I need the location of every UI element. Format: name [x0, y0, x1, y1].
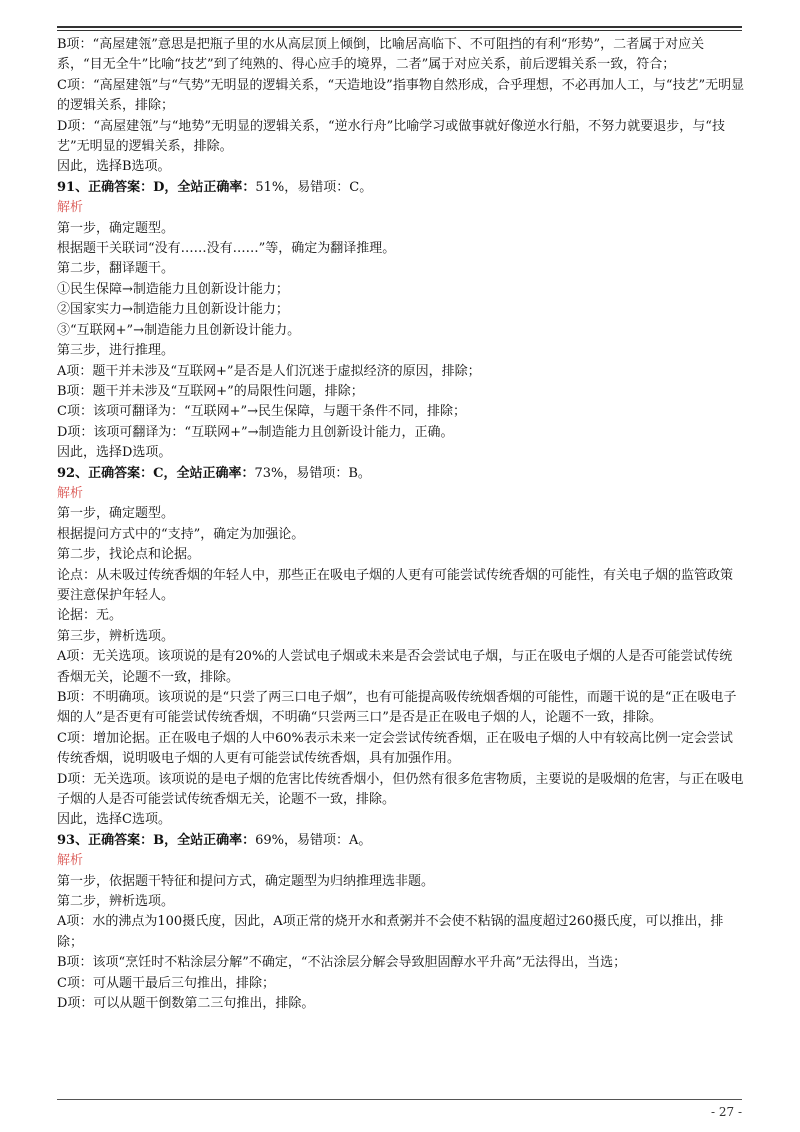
analysis-heading: 解析 — [57, 853, 84, 869]
paragraph: ①民生保障→制造能力且创新设计能力； — [57, 281, 289, 297]
paragraph: 第三步，辨析选项。 — [57, 628, 175, 644]
paragraph: 根据题干关联词“没有……没有……”等，确定为翻译推理。 — [57, 241, 396, 257]
paragraph: D项：“高屋建瓴”与“地势”无明显的逻辑关系，“逆水行舟”比喻学习或做事就好像逆水行船，不努力就要退步，与“技艺”无明显的逻辑关系，排除。 — [57, 118, 725, 155]
paragraph: 论点：从未吸过传统香烟的年轻人中，那些正在吸电子烟的人更有可能尝试传统香烟的可能性，有关电子烟的监管政策要注意保护年轻人。 — [57, 567, 734, 603]
paragraph: B项：该项“烹饪时不粘涂层分解”不确定，“不沾涂层分解会导致胆固醇水平升高”无法得出，当选； — [57, 955, 627, 971]
document-body — [57, 35, 745, 1015]
paragraph: 第二步，辨析选项。 — [57, 894, 175, 910]
paragraph: A项：题干并未涉及“互联网+”是否是人们沉迷于虚拟经济的原因，排除； — [57, 363, 481, 379]
paragraph: 根据提问方式中的“支持”，确定为加强论。 — [57, 526, 305, 542]
analysis-heading: 解析 — [57, 200, 84, 216]
answer-line — [57, 831, 745, 851]
paragraph: B项：不明确项。该项说的是“只尝了两三口电子烟”，也有可能提高吸传统烟香烟的可能性，而题干说的是“正在吸电子烟的人”是否更有可能尝试传统香烟，不明确“只尝两三口”是否是正在吸电子烟的人，论题不一致，排除。 — [57, 690, 737, 726]
paragraph: C项：增加论据。正在吸电子烟的人中60%表示未来一定会尝试传统香烟，正在吸电子烟的人中有较高比例一定会尝试传统香烟，说明吸电子烟的人更有可能尝试传统香烟，具有加强作用。 — [57, 730, 733, 767]
answer-line — [57, 464, 745, 484]
paragraph: B项：题干并未涉及“互联网+”的局限性问题，排除； — [57, 383, 364, 399]
paragraph: B项：“高屋建瓴”意思是把瓶子里的水从高层顶上倾倒，比喻居高临下、不可阻挡的有利“形势”，二者属于对应关系，“目无全牛”比喻“技艺”到了纯熟的、得心应手的境界，二者”属于对应关系，前后逻辑关系一致，符合； — [57, 37, 705, 73]
paragraph: 第二步，翻译题干。 — [57, 261, 175, 277]
paragraph: A项：水的沸点为100摄氏度，因此，A项正常的烧开水和煮粥并不会使不粘锅的温度超过260摄氏度，可以推出，排除； — [57, 914, 724, 950]
paragraph: C项：该项可翻译为：“互联网+”→民生保障，与题干条件不同，排除； — [57, 404, 467, 420]
paragraph: D项：该项可翻译为：“互联网+”→制造能力且创新设计能力，正确。 — [57, 424, 454, 440]
paragraph: 第二步，找论点和论据。 — [57, 547, 201, 563]
paragraph: 第一步，依据题干特征和提问方式，确定题型为归纳推理选非题。 — [57, 873, 435, 889]
paragraph: A项：无关选项。该项说的是有20%的人尝试电子烟或未来是否会尝试电子烟，与正在吸电子烟的人是否可能尝试传统香烟无关，论题不一致，排除。 — [57, 649, 733, 685]
paragraph: ②国家实力→制造能力且创新设计能力； — [57, 302, 289, 318]
answer-label: 93、正确答案：B，全站正确率： — [57, 832, 256, 848]
paragraph: C项：可从题干最后三句推出，排除； — [57, 975, 275, 991]
answer-label: 91、正确答案：D，全站正确率： — [57, 179, 256, 195]
paragraph: D项：可以从题干倒数第二三句推出，排除。 — [57, 996, 315, 1012]
paragraph: 因此，选择C选项。 — [57, 812, 171, 828]
paragraph: 论据：无。 — [57, 608, 123, 624]
paragraph: 因此，选择D选项。 — [57, 445, 172, 461]
answer-stats: 73%，易错项：B。 — [254, 465, 371, 481]
paragraph: 因此，选择B选项。 — [57, 159, 171, 175]
footer-rule — [57, 1099, 742, 1100]
header-rule-thin — [57, 30, 742, 31]
page-number: - 27 - — [710, 1105, 742, 1119]
answer-stats: 51%，易错项：C。 — [255, 179, 373, 195]
header-rule-thick — [57, 26, 742, 28]
paragraph: 第一步，确定题型。 — [57, 220, 175, 236]
analysis-heading: 解析 — [57, 485, 84, 501]
paragraph: D项：无关选项。该项说的是电子烟的危害比传统香烟小，但仍然有很多危害物质，主要说的是吸烟的危害，与正在吸电子烟的人是否可能尝试传统香烟无关，论题不一致，排除。 — [57, 771, 744, 808]
paragraph: C项：“高屋建瓴”与“气势”无明显的逻辑关系，“天造地设”指事物自然形成，合乎理想，不必再加人工，与“技艺”无明显的逻辑关系，排除； — [57, 77, 745, 114]
answer-stats: 69%，易错项：A。 — [255, 832, 372, 848]
paragraph: 第一步，确定题型。 — [57, 506, 175, 522]
paragraph: ③“互联网+”→制造能力且创新设计能力。 — [57, 322, 301, 338]
paragraph: 第三步，进行推理。 — [57, 343, 175, 359]
answer-label: 92、正确答案：C，全站正确率： — [57, 465, 255, 481]
answer-line — [57, 178, 745, 198]
